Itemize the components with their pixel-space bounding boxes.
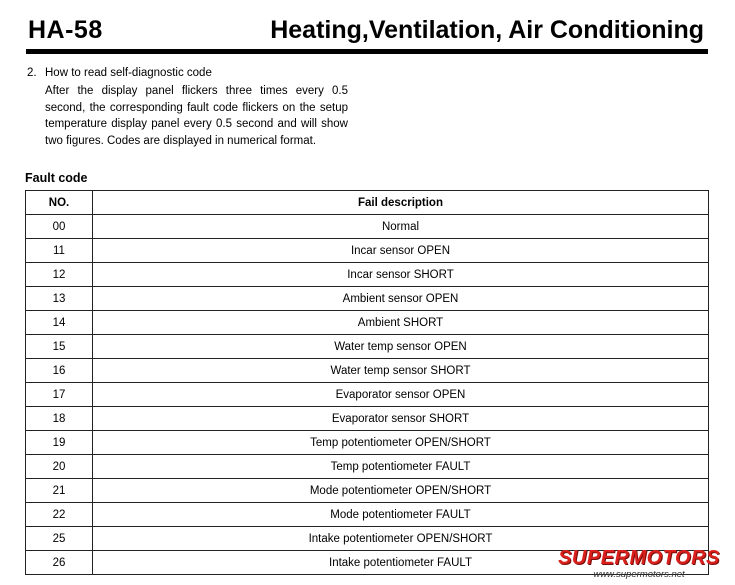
fault-description: Water temp sensor OPEN [93,335,709,359]
table-row [26,359,709,383]
fault-description: Temp potentiometer OPEN/SHORT [93,431,709,455]
fault-description: Ambient sensor OPEN [93,287,709,311]
fault-code-number: 15 [26,335,93,359]
fault-description: Evaporator sensor OPEN [93,383,709,407]
column-header-no: NO. [26,191,93,215]
fault-description: Mode potentiometer OPEN/SHORT [93,479,709,503]
fault-code-number: 21 [26,479,93,503]
section-body: After the display panel flickers three times every 0.5 second, the corresponding fault code flickers on the setup temperature display panel every 0.5 second and will show two figures. Codes are displayed in numerical format. [45,85,348,147]
table-row [26,287,709,311]
fault-code-table [25,190,709,575]
fault-code-number: 14 [26,311,93,335]
header-rule [26,49,708,54]
table-row [26,239,709,263]
fault-code-number: 19 [26,431,93,455]
table-row [26,335,709,359]
watermark-logo [549,547,729,581]
fault-description: Evaporator sensor SHORT [93,407,709,431]
fault-code-number: 00 [26,215,93,239]
table-row [26,479,709,503]
fault-code-number: 20 [26,455,93,479]
fault-description: Water temp sensor SHORT [93,359,709,383]
fault-code-number: 17 [26,383,93,407]
fault-description: Ambient SHORT [93,311,709,335]
page-title: Heating,Ventilation, Air Conditioning [270,16,704,44]
column-header-description: Fail description [93,191,709,215]
page-header [26,14,708,50]
fault-description: Intake potentiometer FAULT [93,551,709,575]
table-row [26,407,709,431]
fault-description: Incar sensor SHORT [93,263,709,287]
watermark-url: www.supermotors.net [593,569,685,580]
fault-code-number: 16 [26,359,93,383]
fault-description: Mode potentiometer FAULT [93,503,709,527]
fault-code-number: 26 [26,551,93,575]
fault-description: Normal [93,215,709,239]
fault-code-number: 25 [26,527,93,551]
fault-code-number: 11 [26,239,93,263]
page-code: HA-58 [28,16,103,44]
table-header-row [26,191,709,215]
section-number: 2. [27,67,37,79]
fault-description: Incar sensor OPEN [93,239,709,263]
table-row [26,455,709,479]
table-row [26,383,709,407]
table-row [26,263,709,287]
watermark-brand: SUPERMOTORS [558,547,720,569]
section-heading: How to read self-diagnostic code [45,67,212,79]
fault-code-number: 12 [26,263,93,287]
table-caption: Fault code [25,171,88,185]
table-row [26,431,709,455]
table-row [26,503,709,527]
table-row [26,311,709,335]
fault-description: Intake potentiometer OPEN/SHORT [93,527,709,551]
fault-description: Temp potentiometer FAULT [93,455,709,479]
table-row [26,215,709,239]
fault-code-number: 22 [26,503,93,527]
fault-code-number: 13 [26,287,93,311]
fault-code-number: 18 [26,407,93,431]
